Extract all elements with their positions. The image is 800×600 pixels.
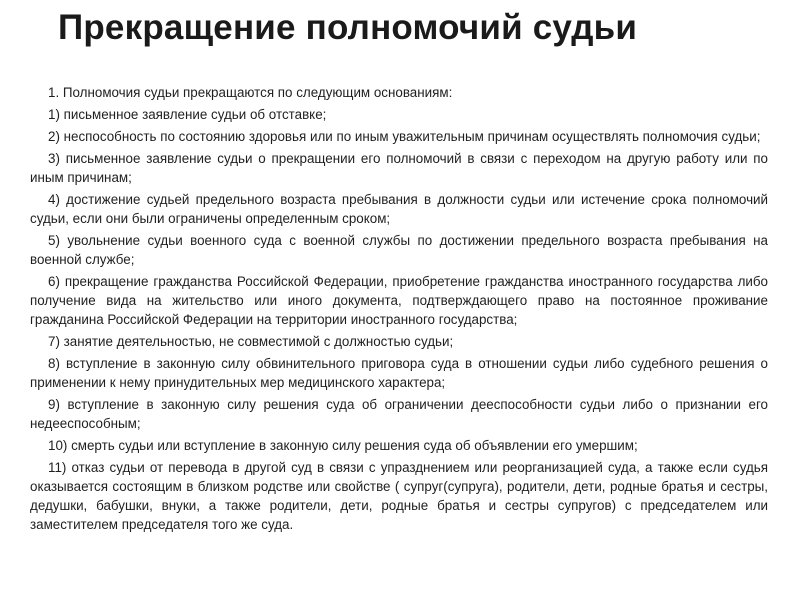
paragraph-item-9: 9) вступление в законную силу решения суда об ограничении дееспособности судьи либо о признании его недееспособным; — [30, 397, 768, 431]
slide-title: Прекращение полномочий судьи — [58, 8, 638, 47]
paragraph-item-1: 1) письменное заявление судьи об отставке; — [48, 107, 327, 122]
paragraph-item-6: 6) прекращение гражданства Российской Федерации, приобретение гражданства иностранного государства либо получение вида на жительство или иного документа, подтверждающего право на постоянное проживание гражданина Российской Федерации на территории иностранного государства; — [30, 274, 768, 327]
paragraph-item-10: 10) смерть судьи или вступление в законную силу решения суда об объявлении его умершим; — [48, 438, 638, 453]
paragraph-item-4: 4) достижение судьей предельного возраста пребывания в должности судьи или истечение срока полномочий судьи, если они были ограничены определенным сроком; — [30, 192, 768, 226]
paragraph-item-11: 11) отказ судьи от перевода в другой суд в связи с упразднением или реорганизацией суда, а также если судья оказывается состоящим в близком родстве или свойстве ( супруг(супруга), родители, дети, родные братья и сестры, дедушки, бабушки, внуки, а также родители, дети, родные братья и сестры супругов) с председателем или заместителем председателя того же суда. — [30, 460, 768, 532]
paragraph-item-7: 7) занятие деятельностью, не совместимой с должностью судьи; — [48, 334, 454, 349]
paragraph-item-5: 5) увольнение судьи военного суда с военной службы по достижении предельного возраста пребывания на военной службе; — [30, 233, 768, 267]
paragraph-item-2: 2) неспособность по состоянию здоровья или по иным уважительным причинам осуществлять полномочия судьи; — [48, 129, 761, 144]
paragraph-item-8: 8) вступление в законную силу обвинительного приговора суда в отношении судьи либо судебного решения о применении к нему принудительных мер медицинского характера; — [30, 356, 768, 390]
paragraph-item-3: 3) письменное заявление судьи о прекращении его полномочий в связи с переходом на другую работу или по иным причинам; — [30, 151, 768, 185]
paragraph-intro: 1. Полномочия судьи прекращаются по следующим основаниям: — [48, 85, 453, 100]
slide-body — [30, 83, 768, 537]
